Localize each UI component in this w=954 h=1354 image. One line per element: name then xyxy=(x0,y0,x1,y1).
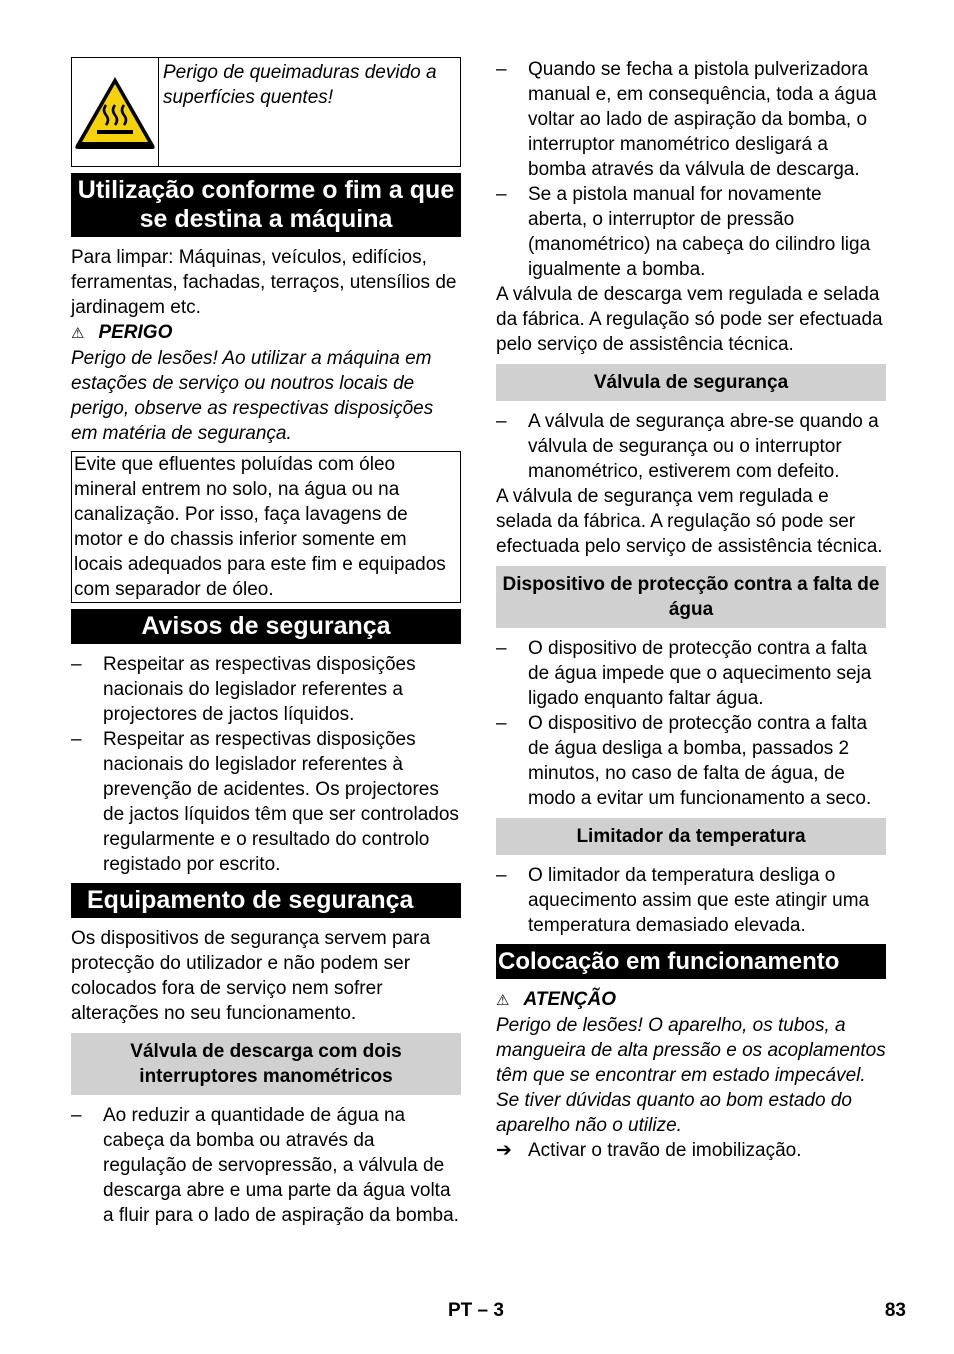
startup-step-text: Activar o travão de imobilização. xyxy=(528,1140,802,1161)
danger-text: Perigo de lesões! Ao utilizar a máquina em estações de serviço ou noutros locais de perigo, observe as respectivas disposições em matéria de segurança. xyxy=(71,348,434,444)
list-item: – A válvula de segurança abre-se quando a válvula de segurança ou o interruptor manométrico, estiverem com defeito. xyxy=(496,409,886,484)
attention-label-text: ATENÇÃO xyxy=(523,989,616,1010)
overflow-valve-list-cont xyxy=(496,57,886,282)
list-item: – O dispositivo de protecção contra a falta de água desliga a bomba, passados 2 minutos, no caso de falta de água, de modo a evitar um funcionamento a seco. xyxy=(496,711,886,811)
safety-equipment-heading: Equipamento de segurança xyxy=(71,883,461,918)
list-item: – Quando se fecha a pistola pulverizadora manual e, em consequência, toda a água voltar ao lado de aspiração da bomba, o interruptor manométrico desligará a bomba através da válvula de descarga. xyxy=(496,57,886,182)
right-column xyxy=(496,57,886,1163)
warning-triangle-icon: ⚠ xyxy=(496,992,510,1009)
safety-valve-list xyxy=(496,409,886,484)
list-item: – O dispositivo de protecção contra a falta de água impede que o aquecimento seja ligado enquanto faltar água. xyxy=(496,636,886,711)
temp-limiter-heading: Limitador da temperatura xyxy=(496,818,886,855)
safety-equipment-text: Os dispositivos de segurança servem para protecção do utilizador e não podem ser colocados fora de serviço nem sofrer alterações no seu funcionamento. xyxy=(71,928,431,1024)
safety-valve-note: A válvula de segurança vem regulada e selada da fábrica. A regulação só pode ser efectuada pelo serviço de assistência técnica. xyxy=(496,486,883,557)
hot-surface-warning-box xyxy=(71,57,461,167)
left-column xyxy=(71,57,461,1228)
overflow-valve-heading: Válvula de descarga com dois interruptores manométricos xyxy=(71,1033,461,1095)
overflow-valve-list xyxy=(71,1103,461,1228)
list-item: – Respeitar as respectivas disposições nacionais do legislador referentes a projectores de jactos líquidos. xyxy=(71,652,461,727)
page-number: 83 xyxy=(884,1300,906,1321)
intended-use-heading: Utilização conforme o fim a que se destina a máquina xyxy=(71,173,461,237)
warning-triangle-icon: ⚠ xyxy=(71,325,85,342)
list-item: – Respeitar as respectivas disposições nacionais do legislador referentes à prevenção de acidentes. Os projectores de jactos líquidos têm que ser controlados regularmente e o resultado do controlo registado por escrito. xyxy=(71,727,461,877)
arrow-right-icon: ➔ xyxy=(496,1140,512,1161)
list-item: – O limitador da temperatura desliga o aquecimento assim que este atingir uma temperatura demasiado elevada. xyxy=(496,863,886,938)
water-shortage-list xyxy=(496,636,886,811)
startup-heading: Colocação em funcionamento xyxy=(496,944,886,979)
safety-notes-heading: Avisos de segurança xyxy=(71,609,461,644)
intended-use-text: Para limpar: Máquinas, veículos, edifícios, ferramentas, fachadas, terraços, utensílios de jardinagem etc. xyxy=(71,247,457,318)
startup-step xyxy=(496,1138,886,1163)
overflow-valve-note: A válvula de descarga vem regulada e selada da fábrica. A regulação só pode ser efectuada pelo serviço de assistência técnica. xyxy=(496,284,883,355)
hot-surface-warning-icon xyxy=(72,58,159,166)
list-item: – Se a pistola manual for novamente aberta, o interruptor de pressão (manométrico) na cabeça do cilindro liga igualmente a bomba. xyxy=(496,182,886,282)
danger-label xyxy=(71,320,461,346)
danger-label-text: PERIGO xyxy=(98,322,173,343)
environment-box: Evite que efluentes poluídas com óleo mineral entrem no solo, na água ou na canalização. Por isso, faça lavagens de motor e do chassis inferior somente em locais adequados para este fim e equipados com separador de óleo. xyxy=(71,451,461,603)
hot-surface-warning-text: Perigo de queimaduras devido a superfícies quentes! xyxy=(163,62,437,108)
list-item: – Ao reduzir a quantidade de água na cabeça da bomba ou através da regulação de servopressão, a válvula de descarga abre e uma parte da água volta a fluir para o lado de aspiração da bomba. xyxy=(71,1103,461,1228)
attention-label xyxy=(496,987,886,1013)
footer-section-label: PT – 3 xyxy=(448,1300,504,1321)
safety-valve-heading: Válvula de segurança xyxy=(496,364,886,401)
safety-notes-list xyxy=(71,652,461,877)
water-shortage-heading: Dispositivo de protecção contra a falta de água xyxy=(496,566,886,628)
attention-text: Perigo de lesões! O aparelho, os tubos, a mangueira de alta pressão e os acoplamentos têm que se encontrar em estado impecável. Se tiver dúvidas quanto ao bom estado do aparelho não o utilize. xyxy=(496,1015,886,1136)
temp-limiter-list xyxy=(496,863,886,938)
